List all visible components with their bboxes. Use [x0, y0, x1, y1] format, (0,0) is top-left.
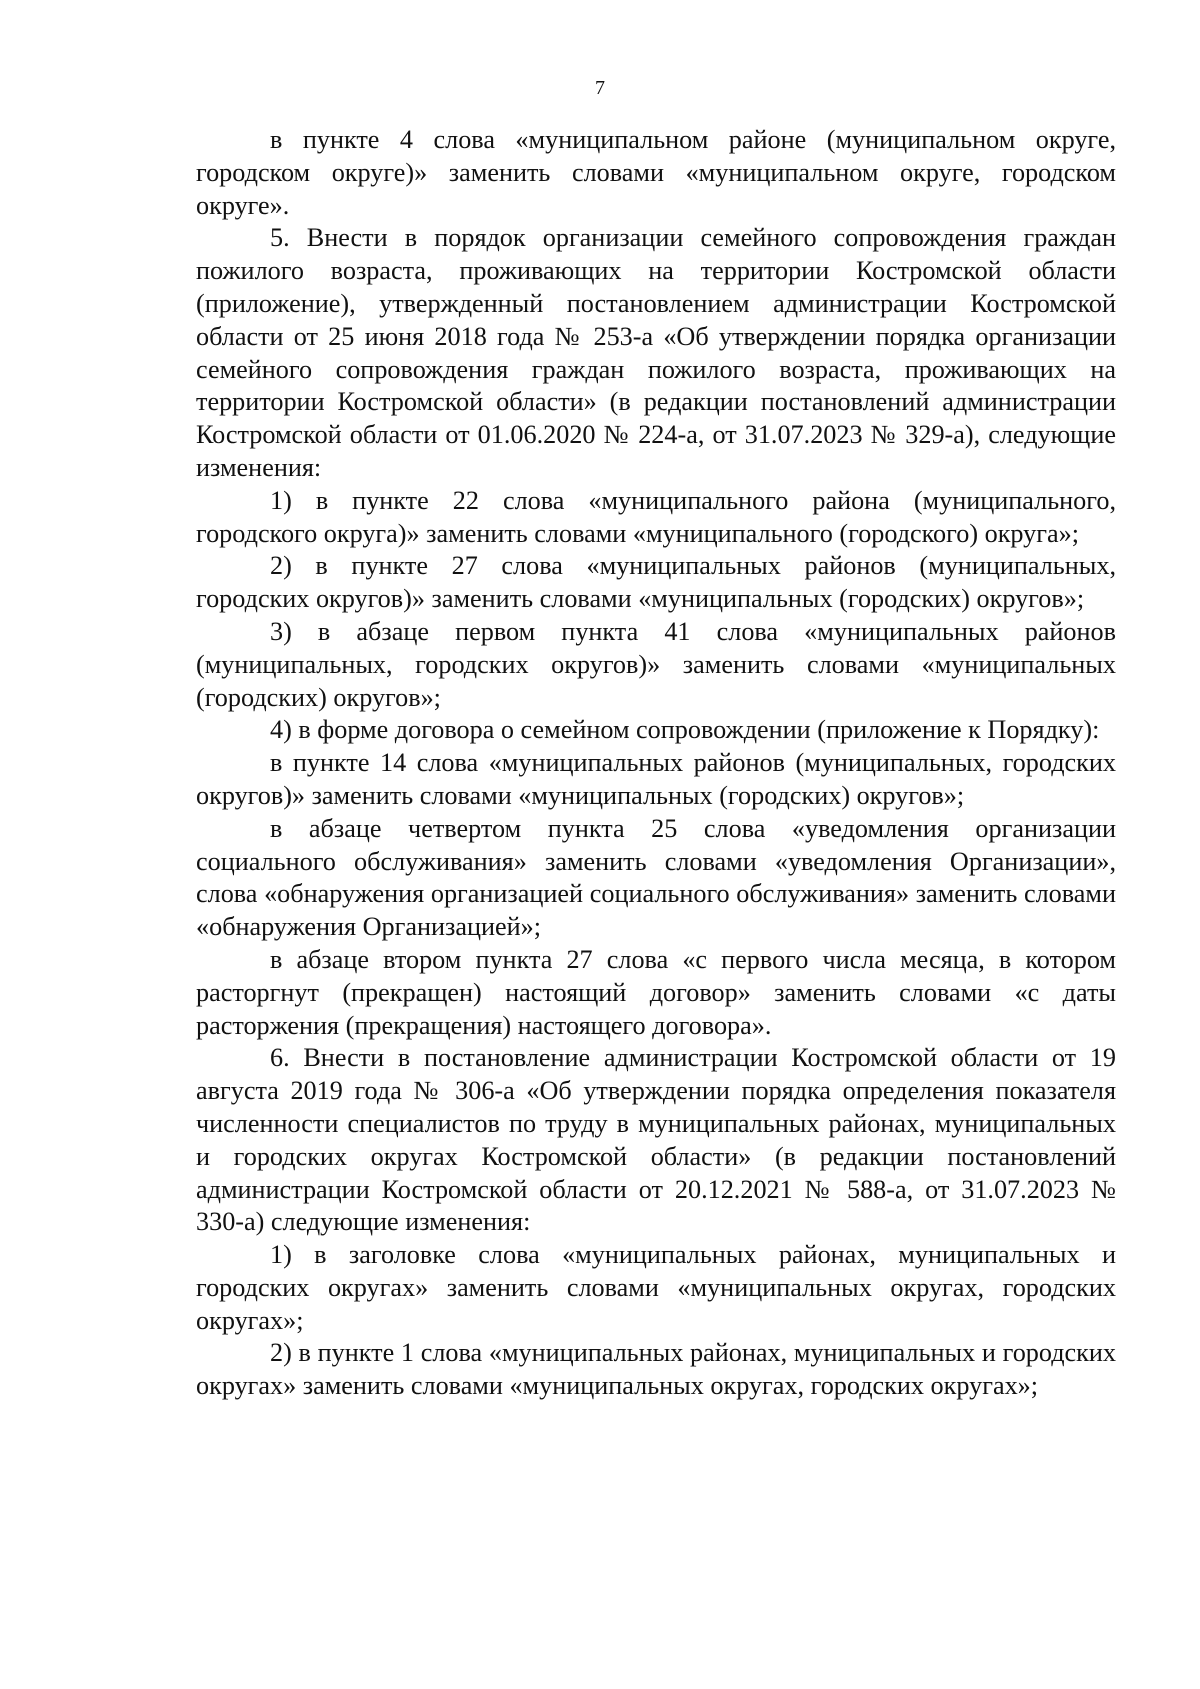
- paragraph-2: 5. Внести в порядок организации семейного сопровождения граждан пожилого возраста, проживающих на территории Костромской области (приложение), утвержденный постановлением администрации Костромской области от 25 июня 2018 года № 253-а «Об утверждении порядка организации семейного сопровождения граждан пожилого возраста, проживающих на территории Костромской области» (в редакции постановлений администрации Костромской области от 01.06.2020 № 224-а, от 31.07.2023 № 329-а), следующие изменения:: [196, 223, 1116, 482]
- paragraph-9: в абзаце втором пункта 27 слова «с первого числа месяца, в котором расторгнут (прекращен) настоящий договор» заменить словами «с даты расторжения (прекращения) настоящего договора».: [196, 944, 1116, 1040]
- paragraph-10: 6. Внести в постановление администрации Костромской области от 19 августа 2019 года № 306-а «Об утверждении порядка определения показателя численности специалистов по труду в муниципальных районах, муниципальных и городских округах Костромской области» (в редакции постановлений администрации Костромской области от 20.12.2021 № 588-а, от 31.07.2023 № 330-а) следующие изменения:: [196, 1043, 1116, 1237]
- paragraph-5: 3) в абзаце первом пункта 41 слова «муниципальных районов (муниципальных, городских округов)» заменить словами «муниципальных (городских) округов»;: [196, 616, 1116, 712]
- paragraph-7: в пункте 14 слова «муниципальных районов (муниципальных, городских округов)» заменить словами «муниципальных (городских) округов»;: [196, 748, 1116, 810]
- paragraph-1: в пункте 4 слова «муниципальном районе (муниципальном округе, городском округе)» заменить словами «муниципальном округе, городском округе».: [196, 125, 1116, 220]
- paragraph-4: 2) в пункте 27 слова «муниципальных районов (муниципальных, городских округов)» заменить словами «муниципальных (городских) округов»;: [196, 551, 1116, 614]
- paragraph-12: 2) в пункте 1 слова «муниципальных районах, муниципальных и городских округах» заменить словами «муниципальных округах, городских округах»;: [196, 1338, 1116, 1401]
- page-number: 7: [595, 77, 605, 99]
- paragraph-3: 1) в пункте 22 слова «муниципального района (муниципального, городского округа)» заменить словами «муниципального (городского) округа»;: [196, 485, 1116, 548]
- paragraph-8: в абзаце четвертом пункта 25 слова «уведомления организации социального обслуживания» заменить словами «уведомления Организации», слова «обнаружения организацией социального обслуживания» заменить словами «обнаружения Организацией»;: [196, 813, 1116, 942]
- paragraph-11: 1) в заголовке слова «муниципальных районах, муниципальных и городских округах» заменить словами «муниципальных округах, городских округах»;: [196, 1240, 1116, 1335]
- paragraph-6: 4) в форме договора о семейном сопровождении (приложение к Порядку):: [270, 715, 1100, 745]
- document-body: [196, 124, 1116, 1403]
